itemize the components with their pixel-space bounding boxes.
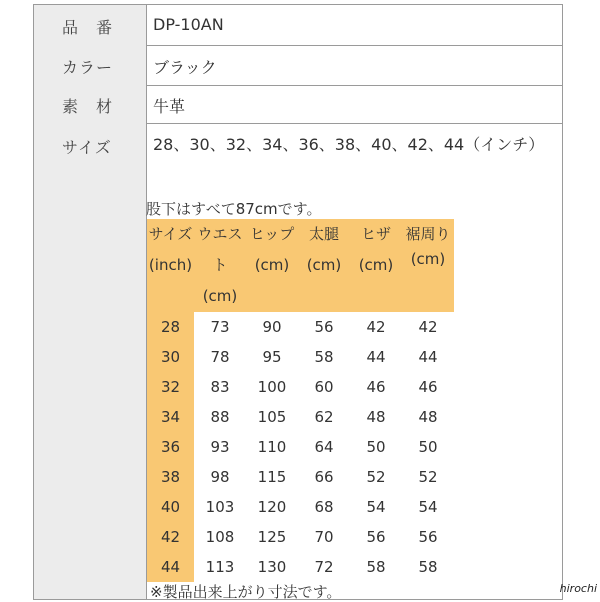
- size-cell: 38: [147, 462, 194, 492]
- size-cell: 42: [147, 522, 194, 552]
- measure-cell: 100: [257, 378, 287, 396]
- measure-cell: 48: [366, 408, 386, 426]
- measure-cell: 78: [210, 348, 230, 366]
- table-row: [147, 522, 454, 552]
- measure-cell: 98: [210, 468, 230, 486]
- spec-value: DP-10AN: [153, 15, 224, 34]
- table-row: [147, 462, 454, 492]
- table-row: [147, 552, 454, 582]
- spec-label-cell: [34, 45, 147, 85]
- header-waist: ウエスト (cm): [194, 219, 246, 312]
- measure-cell: 93: [210, 438, 230, 456]
- measure-cell: 54: [418, 498, 438, 516]
- measure-cell: 125: [257, 528, 287, 546]
- measure-cell: 64: [314, 438, 334, 456]
- size-cell: 34: [147, 402, 194, 432]
- measure-cell: 73: [210, 318, 230, 336]
- header-knee: ヒザ (cm): [350, 219, 402, 312]
- header-thigh: 太腿 (cm): [298, 219, 350, 312]
- measure-cell: 52: [418, 468, 438, 486]
- spec-label-cell: [34, 123, 147, 599]
- measure-cell: 105: [257, 408, 287, 426]
- spec-label: 品 番: [62, 18, 114, 37]
- inseam-note: 股下はすべて87cmです。: [146, 200, 322, 218]
- measure-cell: 68: [314, 498, 334, 516]
- measure-cell: 66: [314, 468, 334, 486]
- measure-cell: 50: [418, 438, 438, 456]
- measure-cell: 62: [314, 408, 334, 426]
- size-chart: [147, 219, 454, 582]
- measure-cell: 70: [314, 528, 334, 546]
- size-cell: 30: [147, 342, 194, 372]
- size-cell: 36: [147, 432, 194, 462]
- table-row: [147, 402, 454, 432]
- spec-label-cell: [34, 85, 147, 123]
- table-row: [147, 432, 454, 462]
- measure-cell: 56: [366, 528, 386, 546]
- table-row: [147, 372, 454, 402]
- spec-label: カラー: [62, 58, 114, 77]
- measure-cell: 120: [257, 498, 287, 516]
- measure-cell: 58: [366, 558, 386, 576]
- spec-row-color: [34, 45, 562, 86]
- measure-cell: 60: [314, 378, 334, 396]
- watermark: hirochi: [559, 582, 597, 595]
- measure-cell: 103: [205, 498, 235, 516]
- measure-cell: 108: [205, 528, 235, 546]
- measure-cell: 42: [366, 318, 386, 336]
- measure-cell: 90: [262, 318, 282, 336]
- measure-cell: 95: [262, 348, 282, 366]
- spec-value: ブラック: [153, 58, 217, 77]
- measure-cell: 72: [314, 558, 334, 576]
- spec-value: 牛革: [153, 97, 186, 116]
- size-cell: 28: [147, 312, 194, 342]
- spec-label: 素 材: [62, 97, 114, 116]
- header-size: サイズ (inch): [147, 219, 194, 312]
- measure-cell: 54: [366, 498, 386, 516]
- measure-cell: 48: [418, 408, 438, 426]
- measure-cell: 56: [314, 318, 334, 336]
- table-row: [147, 492, 454, 522]
- measure-cell: 46: [418, 378, 438, 396]
- measure-cell: 50: [366, 438, 386, 456]
- spec-table: [33, 4, 563, 600]
- footnote: ※製品出来上がり寸法です。: [150, 583, 342, 601]
- size-cell: 44: [147, 552, 194, 582]
- spec-row-product-number: [34, 5, 562, 46]
- size-cell: 40: [147, 492, 194, 522]
- measure-cell: 130: [257, 558, 287, 576]
- measure-cell: 83: [210, 378, 230, 396]
- size-chart-header-row: [147, 219, 454, 312]
- measure-cell: 58: [314, 348, 334, 366]
- measure-cell: 52: [366, 468, 386, 486]
- table-row: [147, 342, 454, 372]
- measure-cell: 110: [257, 438, 287, 456]
- spec-row-material: [34, 85, 562, 124]
- measure-cell: 58: [418, 558, 438, 576]
- spec-label: サイズ: [62, 138, 112, 157]
- spec-label-cell: [34, 5, 147, 45]
- size-list: 28、30、32、34、36、38、40、42、44（インチ）: [153, 135, 545, 154]
- measure-cell: 56: [418, 528, 438, 546]
- size-cell: 32: [147, 372, 194, 402]
- table-row: [147, 312, 454, 342]
- measure-cell: 42: [418, 318, 438, 336]
- header-hem: 裾周り (cm): [402, 219, 454, 312]
- measure-cell: 115: [257, 468, 287, 486]
- measure-cell: 46: [366, 378, 386, 396]
- measure-cell: 88: [210, 408, 230, 426]
- measure-cell: 44: [418, 348, 438, 366]
- header-hip: ヒップ (cm): [246, 219, 298, 312]
- measure-cell: 113: [205, 558, 235, 576]
- spec-row-size: [34, 123, 562, 599]
- measure-cell: 44: [366, 348, 386, 366]
